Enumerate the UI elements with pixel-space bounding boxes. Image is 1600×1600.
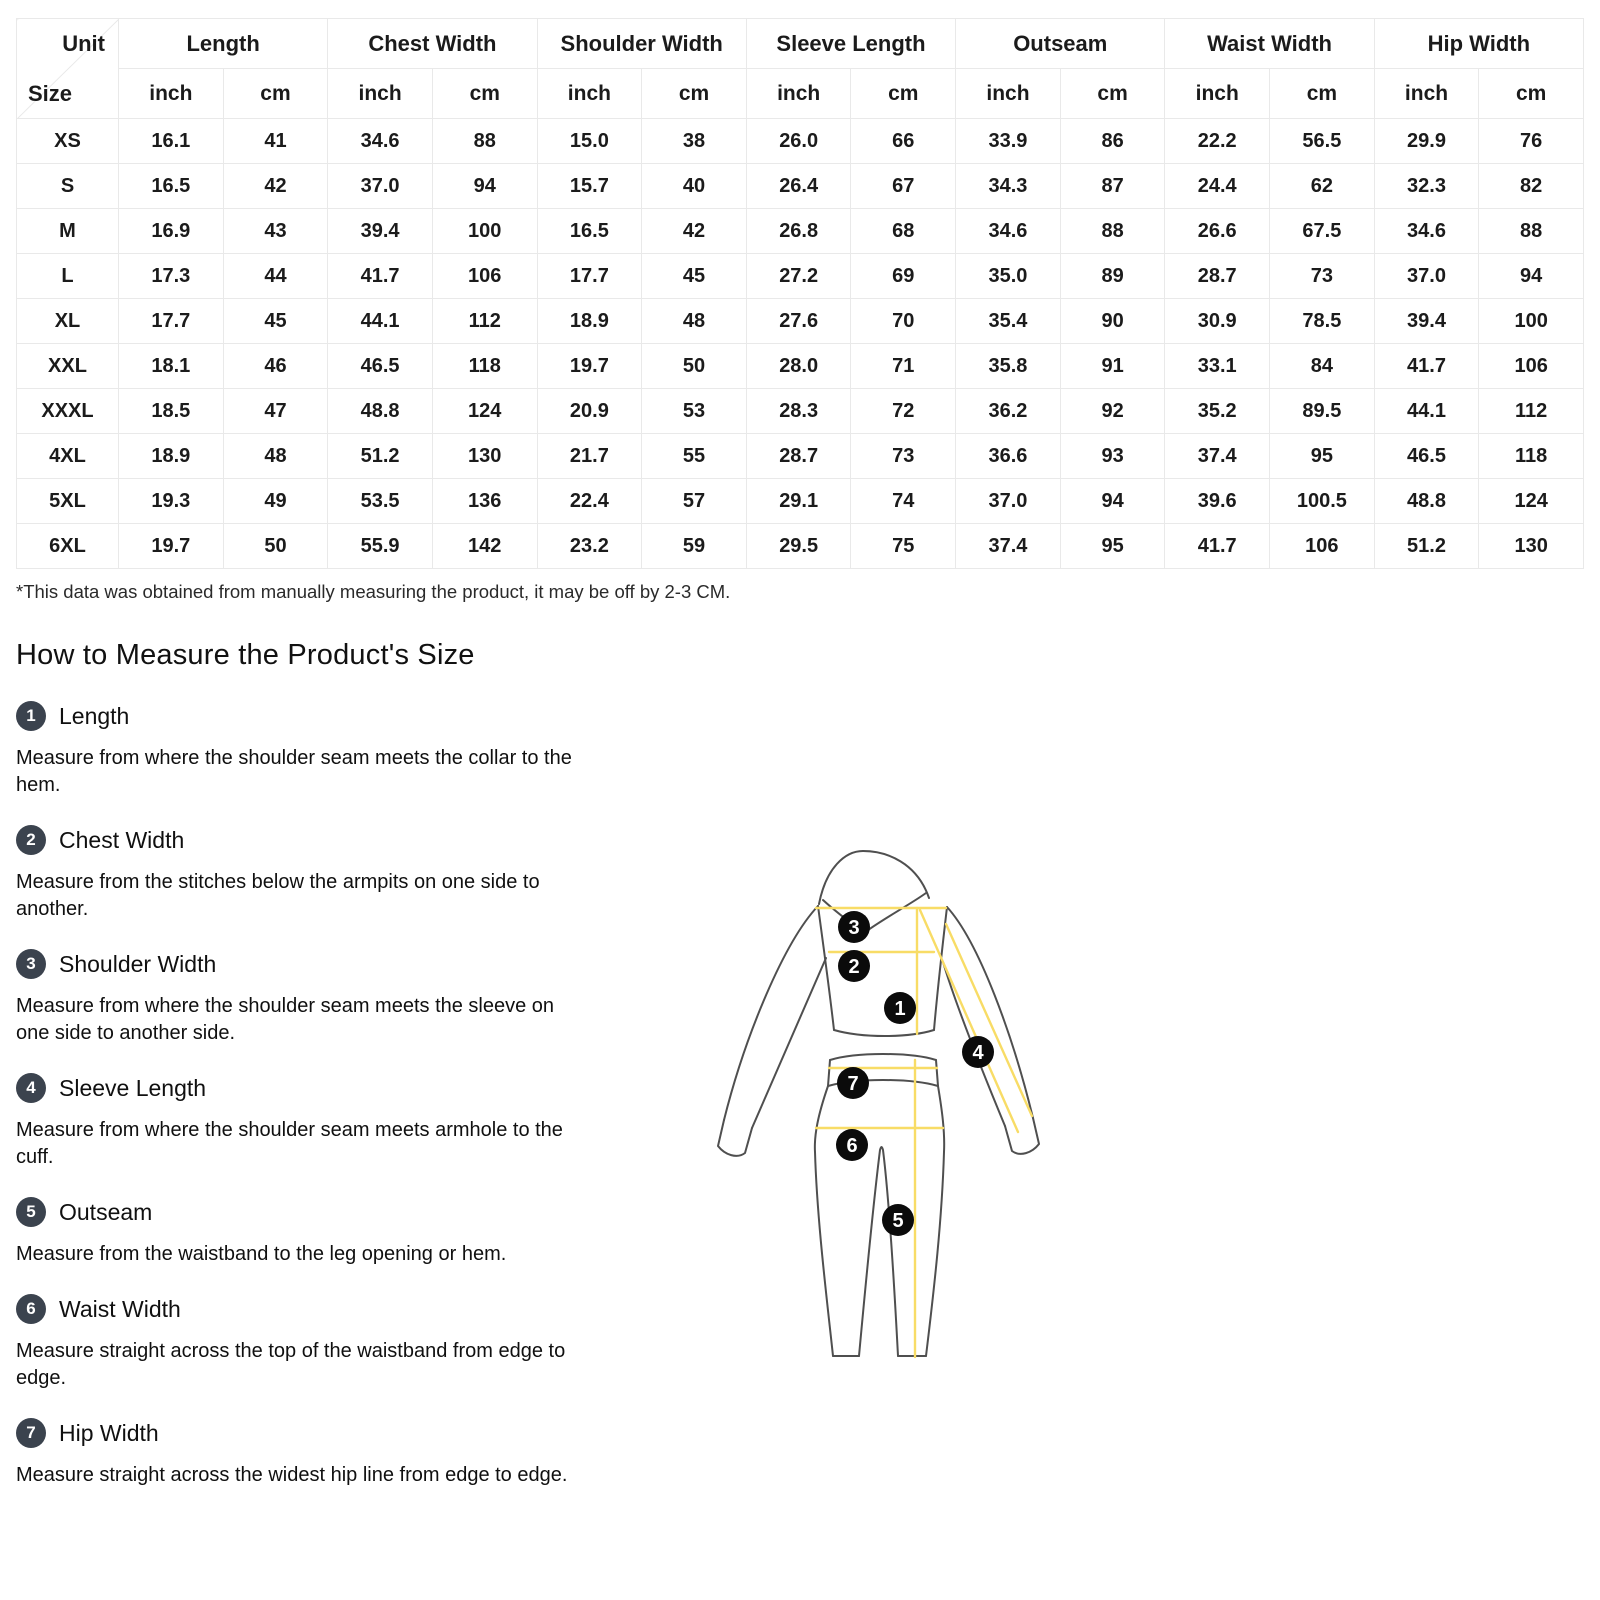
measurement-cell: 82 bbox=[1479, 164, 1584, 209]
item-header bbox=[16, 1293, 616, 1325]
measurement-cell: 53 bbox=[642, 389, 747, 434]
corner-unit-label: Unit bbox=[62, 31, 105, 56]
table-group-header-row bbox=[17, 19, 1584, 69]
measurement-cell: 70 bbox=[851, 299, 956, 344]
measurement-cell: 48.8 bbox=[328, 389, 433, 434]
measurement-cell: 94 bbox=[1479, 254, 1584, 299]
measurement-cell: 118 bbox=[432, 344, 537, 389]
unit-header: inch bbox=[1374, 69, 1479, 119]
measurement-cell: 78.5 bbox=[1270, 299, 1375, 344]
unit-header: cm bbox=[1479, 69, 1584, 119]
measurement-cell: 130 bbox=[1479, 524, 1584, 569]
measurement-cell: 22.2 bbox=[1165, 119, 1270, 164]
table-row bbox=[17, 254, 1584, 299]
item-title: Shoulder Width bbox=[59, 950, 217, 977]
measurement-cell: 15.0 bbox=[537, 119, 642, 164]
size-label: S bbox=[17, 164, 119, 209]
size-label: L bbox=[17, 254, 119, 299]
measurement-cell: 74 bbox=[851, 479, 956, 524]
measurement-cell: 45 bbox=[223, 299, 328, 344]
measurement-cell: 136 bbox=[432, 479, 537, 524]
measurement-cell: 67 bbox=[851, 164, 956, 209]
unit-header: inch bbox=[537, 69, 642, 119]
item-number-badge: 7 bbox=[16, 1418, 46, 1448]
measurement-cell: 89 bbox=[1060, 254, 1165, 299]
measurement-cell: 32.3 bbox=[1374, 164, 1479, 209]
measurement-cell: 73 bbox=[1270, 254, 1375, 299]
measurement-cell: 94 bbox=[1060, 479, 1165, 524]
column-header-length: Length bbox=[119, 19, 328, 69]
column-header-hip-width: Hip Width bbox=[1374, 19, 1583, 69]
measurement-cell: 37.0 bbox=[1374, 254, 1479, 299]
measurement-cell: 100 bbox=[432, 209, 537, 254]
measurement-cell: 84 bbox=[1270, 344, 1375, 389]
column-header-outseam: Outseam bbox=[956, 19, 1165, 69]
measurement-cell: 27.6 bbox=[746, 299, 851, 344]
diagram-marker-1 bbox=[884, 992, 916, 1024]
measurement-cell: 26.4 bbox=[746, 164, 851, 209]
table-row bbox=[17, 299, 1584, 344]
measurement-cell: 106 bbox=[432, 254, 537, 299]
measurement-cell: 18.9 bbox=[119, 434, 224, 479]
measurement-cell: 35.8 bbox=[956, 344, 1061, 389]
item-number-badge: 1 bbox=[16, 701, 46, 731]
svg-text:2: 2 bbox=[848, 956, 860, 978]
measurement-cell: 68 bbox=[851, 209, 956, 254]
column-header-sleeve-length: Sleeve Length bbox=[746, 19, 955, 69]
measurement-cell: 35.4 bbox=[956, 299, 1061, 344]
diagram-marker-4 bbox=[962, 1036, 994, 1068]
table-row bbox=[17, 209, 1584, 254]
measurement-cell: 106 bbox=[1479, 344, 1584, 389]
measurement-cell: 39.6 bbox=[1165, 479, 1270, 524]
measurement-cell: 35.2 bbox=[1165, 389, 1270, 434]
measurement-cell: 51.2 bbox=[1374, 524, 1479, 569]
item-number-badge: 3 bbox=[16, 949, 46, 979]
diagram-marker-7 bbox=[837, 1067, 869, 1099]
measurement-cell: 71 bbox=[851, 344, 956, 389]
measurement-cell: 28.3 bbox=[746, 389, 851, 434]
measurement-cell: 48 bbox=[223, 434, 328, 479]
measurement-cell: 17.7 bbox=[537, 254, 642, 299]
unit-header: cm bbox=[432, 69, 537, 119]
column-header-chest-width: Chest Width bbox=[328, 19, 537, 69]
measurement-cell: 20.9 bbox=[537, 389, 642, 434]
measurement-cell: 124 bbox=[1479, 479, 1584, 524]
unit-header: inch bbox=[1165, 69, 1270, 119]
measurement-cell: 17.3 bbox=[119, 254, 224, 299]
item-description: Measure from where the shoulder seam meets the sleeve on one side to another side. bbox=[16, 995, 555, 1044]
measurement-cell: 88 bbox=[1479, 209, 1584, 254]
measurement-cell: 53.5 bbox=[328, 479, 433, 524]
svg-text:5: 5 bbox=[892, 1210, 904, 1232]
item-description: Measure from where the shoulder seam meets armhole to the cuff. bbox=[16, 1119, 563, 1168]
measurement-cell: 66 bbox=[851, 119, 956, 164]
measurement-cell: 112 bbox=[1479, 389, 1584, 434]
item-title: Outseam bbox=[59, 1198, 153, 1225]
measurement-diagram bbox=[700, 840, 1070, 1370]
measurement-cell: 100 bbox=[1479, 299, 1584, 344]
diagram-marker-3 bbox=[838, 911, 870, 943]
measurement-cell: 46 bbox=[223, 344, 328, 389]
measurement-cell: 69 bbox=[851, 254, 956, 299]
item-description: Measure from the waistband to the leg opening or hem. bbox=[16, 1243, 507, 1265]
measurement-cell: 72 bbox=[851, 389, 956, 434]
table-unit-header-row bbox=[17, 69, 1584, 119]
measurement-cell: 41.7 bbox=[1165, 524, 1270, 569]
item-number-badge: 4 bbox=[16, 1073, 46, 1103]
unit-header: inch bbox=[956, 69, 1061, 119]
pants-outline bbox=[815, 1054, 944, 1356]
measurement-cell: 88 bbox=[1060, 209, 1165, 254]
measurement-cell: 26.0 bbox=[746, 119, 851, 164]
measurement-cell: 142 bbox=[432, 524, 537, 569]
unit-header: cm bbox=[1060, 69, 1165, 119]
item-description: Measure straight across the top of the waistband from edge to edge. bbox=[16, 1340, 566, 1389]
measurement-cell: 91 bbox=[1060, 344, 1165, 389]
table-row bbox=[17, 344, 1584, 389]
measurement-cell: 50 bbox=[223, 524, 328, 569]
measurement-cell: 16.1 bbox=[119, 119, 224, 164]
item-header bbox=[16, 1072, 616, 1104]
measurement-cell: 44.1 bbox=[1374, 389, 1479, 434]
howto-instruction-item bbox=[16, 1196, 616, 1268]
measurement-cell: 19.3 bbox=[119, 479, 224, 524]
size-label: XXXL bbox=[17, 389, 119, 434]
measurement-cell: 47 bbox=[223, 389, 328, 434]
measurement-cell: 46.5 bbox=[1374, 434, 1479, 479]
measurement-cell: 48 bbox=[642, 299, 747, 344]
size-label: 5XL bbox=[17, 479, 119, 524]
measurement-cell: 37.4 bbox=[1165, 434, 1270, 479]
item-title: Length bbox=[59, 702, 130, 729]
svg-text:1: 1 bbox=[894, 998, 906, 1020]
measurement-cell: 37.0 bbox=[328, 164, 433, 209]
measurement-cell: 124 bbox=[432, 389, 537, 434]
measurement-cell: 38 bbox=[642, 119, 747, 164]
measurement-cell: 29.9 bbox=[1374, 119, 1479, 164]
measurement-cell: 87 bbox=[1060, 164, 1165, 209]
howto-instruction-item bbox=[16, 824, 616, 923]
howto-instruction-item bbox=[16, 1293, 616, 1392]
howto-instruction-list bbox=[16, 700, 616, 1489]
howto-instruction-item bbox=[16, 1417, 616, 1489]
measurement-cell: 48.8 bbox=[1374, 479, 1479, 524]
howto-heading: How to Measure the Product's Size bbox=[16, 639, 475, 671]
measurement-cell: 67.5 bbox=[1270, 209, 1375, 254]
measurement-cell: 21.7 bbox=[537, 434, 642, 479]
measurement-cell: 45 bbox=[642, 254, 747, 299]
svg-text:4: 4 bbox=[972, 1042, 984, 1064]
measurement-cell: 40 bbox=[642, 164, 747, 209]
howto-instruction-item bbox=[16, 948, 616, 1047]
diagram-marker-2 bbox=[838, 950, 870, 982]
measurement-cell: 16.5 bbox=[119, 164, 224, 209]
measurement-cell: 130 bbox=[432, 434, 537, 479]
measurement-cell: 89.5 bbox=[1270, 389, 1375, 434]
measurement-cell: 42 bbox=[223, 164, 328, 209]
measurement-cell: 44 bbox=[223, 254, 328, 299]
measurement-cell: 92 bbox=[1060, 389, 1165, 434]
item-title: Chest Width bbox=[59, 826, 185, 853]
measurement-cell: 37.4 bbox=[956, 524, 1061, 569]
measurement-cell: 46.5 bbox=[328, 344, 433, 389]
measurement-cell: 112 bbox=[432, 299, 537, 344]
measurement-cell: 26.8 bbox=[746, 209, 851, 254]
measurement-cell: 75 bbox=[851, 524, 956, 569]
table-row bbox=[17, 119, 1584, 164]
measurement-cell: 90 bbox=[1060, 299, 1165, 344]
measurement-cell: 86 bbox=[1060, 119, 1165, 164]
measurement-cell: 100.5 bbox=[1270, 479, 1375, 524]
measurement-cell: 34.6 bbox=[956, 209, 1061, 254]
measurement-cell: 41 bbox=[223, 119, 328, 164]
item-header bbox=[16, 824, 616, 856]
measurement-cell: 37.0 bbox=[956, 479, 1061, 524]
item-title: Sleeve Length bbox=[59, 1074, 207, 1101]
measurement-cell: 28.0 bbox=[746, 344, 851, 389]
unit-header: cm bbox=[223, 69, 328, 119]
measurement-cell: 62 bbox=[1270, 164, 1375, 209]
column-header-waist-width: Waist Width bbox=[1165, 19, 1374, 69]
measurement-cell: 19.7 bbox=[119, 524, 224, 569]
item-description: Measure from where the shoulder seam meets the collar to the hem. bbox=[16, 747, 572, 796]
measurement-cell: 23.2 bbox=[537, 524, 642, 569]
measurement-cell: 35.0 bbox=[956, 254, 1061, 299]
measurement-cell: 95 bbox=[1060, 524, 1165, 569]
measurement-cell: 24.4 bbox=[1165, 164, 1270, 209]
size-label: XL bbox=[17, 299, 119, 344]
item-header bbox=[16, 700, 616, 732]
table-row bbox=[17, 524, 1584, 569]
measurement-cell: 57 bbox=[642, 479, 747, 524]
item-title: Hip Width bbox=[59, 1419, 159, 1446]
measurement-disclaimer: *This data was obtained from manually measuring the product, it may be off by 2-3 CM. bbox=[16, 581, 731, 602]
measurement-cell: 56.5 bbox=[1270, 119, 1375, 164]
size-label: M bbox=[17, 209, 119, 254]
measurement-cell: 16.9 bbox=[119, 209, 224, 254]
measurement-cell: 43 bbox=[223, 209, 328, 254]
measurement-cell: 106 bbox=[1270, 524, 1375, 569]
size-chart-table bbox=[16, 18, 1584, 569]
unit-header: inch bbox=[746, 69, 851, 119]
measurement-cell: 26.6 bbox=[1165, 209, 1270, 254]
unit-header: inch bbox=[328, 69, 433, 119]
item-header bbox=[16, 948, 616, 980]
svg-text:7: 7 bbox=[847, 1073, 859, 1095]
measurement-cell: 55 bbox=[642, 434, 747, 479]
item-description: Measure from the stitches below the armpits on one side to another. bbox=[16, 871, 540, 920]
size-label: XXL bbox=[17, 344, 119, 389]
item-number-badge: 2 bbox=[16, 825, 46, 855]
measurement-cell: 28.7 bbox=[1165, 254, 1270, 299]
measurement-cell: 93 bbox=[1060, 434, 1165, 479]
unit-header: cm bbox=[1270, 69, 1375, 119]
measurement-cell: 16.5 bbox=[537, 209, 642, 254]
table-row bbox=[17, 479, 1584, 524]
svg-text:6: 6 bbox=[846, 1135, 858, 1157]
unit-size-corner-cell bbox=[17, 19, 119, 119]
measurement-cell: 17.7 bbox=[119, 299, 224, 344]
size-label: 4XL bbox=[17, 434, 119, 479]
measurement-cell: 39.4 bbox=[1374, 299, 1479, 344]
howto-instruction-item bbox=[16, 1072, 616, 1171]
measurement-cell: 33.9 bbox=[956, 119, 1061, 164]
measurement-cell: 18.5 bbox=[119, 389, 224, 434]
measurement-cell: 29.1 bbox=[746, 479, 851, 524]
measurement-cell: 29.5 bbox=[746, 524, 851, 569]
measurement-cell: 19.7 bbox=[537, 344, 642, 389]
measurement-cell: 51.2 bbox=[328, 434, 433, 479]
measurement-cell: 36.2 bbox=[956, 389, 1061, 434]
table-row bbox=[17, 434, 1584, 479]
measurement-cell: 15.7 bbox=[537, 164, 642, 209]
unit-header: cm bbox=[851, 69, 956, 119]
item-header bbox=[16, 1417, 616, 1449]
measurement-cell: 44.1 bbox=[328, 299, 433, 344]
size-label: 6XL bbox=[17, 524, 119, 569]
unit-header: inch bbox=[119, 69, 224, 119]
measurement-cell: 42 bbox=[642, 209, 747, 254]
measurement-cell: 34.6 bbox=[328, 119, 433, 164]
measurement-cell: 18.9 bbox=[537, 299, 642, 344]
measurement-cell: 28.7 bbox=[746, 434, 851, 479]
table-row bbox=[17, 164, 1584, 209]
item-header bbox=[16, 1196, 616, 1228]
measurement-cell: 34.3 bbox=[956, 164, 1061, 209]
size-label: XS bbox=[17, 119, 119, 164]
measurement-cell: 41.7 bbox=[1374, 344, 1479, 389]
measurement-cell: 94 bbox=[432, 164, 537, 209]
measurement-cell: 49 bbox=[223, 479, 328, 524]
measurement-cell: 22.4 bbox=[537, 479, 642, 524]
measurement-cell: 36.6 bbox=[956, 434, 1061, 479]
column-header-shoulder-width: Shoulder Width bbox=[537, 19, 746, 69]
item-number-badge: 5 bbox=[16, 1197, 46, 1227]
measurement-cell: 73 bbox=[851, 434, 956, 479]
measurement-cell: 34.6 bbox=[1374, 209, 1479, 254]
item-title: Waist Width bbox=[59, 1295, 181, 1322]
measurement-cell: 95 bbox=[1270, 434, 1375, 479]
measurement-cell: 88 bbox=[432, 119, 537, 164]
measurement-cell: 76 bbox=[1479, 119, 1584, 164]
measurement-cell: 59 bbox=[642, 524, 747, 569]
item-description: Measure straight across the widest hip line from edge to edge. bbox=[16, 1464, 568, 1486]
measurement-cell: 33.1 bbox=[1165, 344, 1270, 389]
table-row bbox=[17, 389, 1584, 434]
measurement-cell: 27.2 bbox=[746, 254, 851, 299]
svg-text:3: 3 bbox=[848, 917, 860, 939]
howto-instruction-item bbox=[16, 700, 616, 799]
hoodie-outline bbox=[718, 851, 1039, 1156]
measurement-cell: 30.9 bbox=[1165, 299, 1270, 344]
diagram-marker-6 bbox=[836, 1129, 868, 1161]
measurement-cell: 39.4 bbox=[328, 209, 433, 254]
measurement-cell: 118 bbox=[1479, 434, 1584, 479]
measurement-cell: 50 bbox=[642, 344, 747, 389]
item-number-badge: 6 bbox=[16, 1294, 46, 1324]
measurement-cell: 41.7 bbox=[328, 254, 433, 299]
corner-size-label: Size bbox=[28, 81, 73, 106]
unit-header: cm bbox=[642, 69, 747, 119]
measurement-cell: 55.9 bbox=[328, 524, 433, 569]
diagram-marker-5 bbox=[882, 1204, 914, 1236]
measurement-cell: 18.1 bbox=[119, 344, 224, 389]
